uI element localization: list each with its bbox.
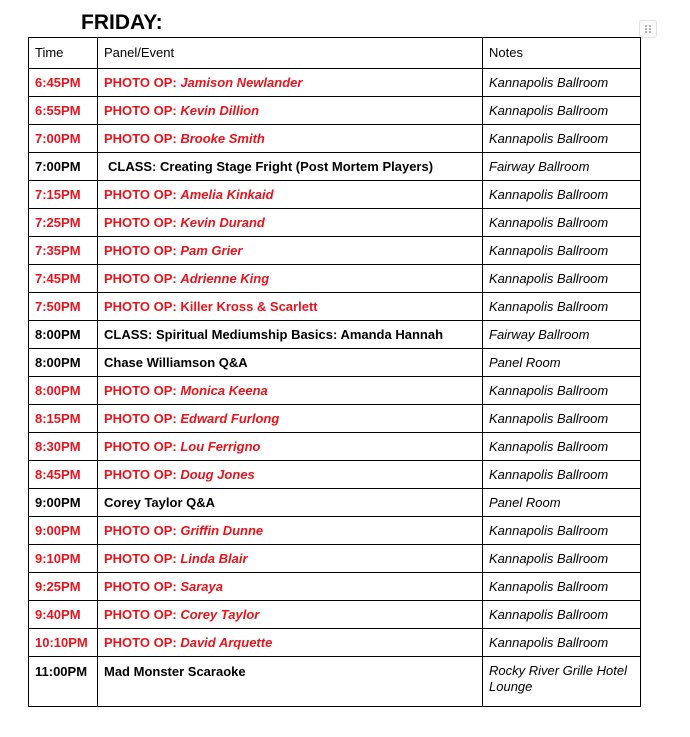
- time-cell: 8:00PM: [29, 377, 98, 405]
- time-cell: 8:00PM: [29, 349, 98, 377]
- table-row: [29, 489, 641, 517]
- guest-name: Monica Keena: [180, 382, 268, 398]
- time-cell: 6:55PM: [29, 97, 98, 125]
- table-row: [29, 69, 641, 97]
- table-row: [29, 517, 641, 545]
- event-cell: [98, 405, 483, 433]
- notes-cell: Kannapolis Ballroom: [483, 181, 641, 209]
- guest-name: Saraya: [180, 578, 223, 594]
- table-row: [29, 377, 641, 405]
- event-cell: [98, 545, 483, 573]
- event-type: PHOTO OP:: [104, 410, 181, 426]
- event-type: PHOTO OP:: [104, 634, 181, 650]
- event-cell: [98, 153, 483, 181]
- table-row: [29, 573, 641, 601]
- header-panel-event: Panel/Event: [98, 38, 483, 69]
- event-cell: [98, 601, 483, 629]
- event-type: PHOTO OP:: [104, 466, 181, 482]
- time-cell: 10:10PM: [29, 629, 98, 657]
- time-cell: 8:30PM: [29, 433, 98, 461]
- notes-cell: Fairway Ballroom: [483, 321, 641, 349]
- notes-cell: Kannapolis Ballroom: [483, 237, 641, 265]
- event-cell: [98, 573, 483, 601]
- time-cell: 9:25PM: [29, 573, 98, 601]
- table-row: [29, 629, 641, 657]
- event-type: PHOTO OP:: [104, 242, 181, 258]
- guest-name: Kevin Dillion: [180, 102, 260, 118]
- event-cell: [98, 433, 483, 461]
- table-row: [29, 601, 641, 629]
- event-type: PHOTO OP:: [104, 522, 181, 538]
- time-cell: 8:15PM: [29, 405, 98, 433]
- event-cell: [98, 265, 483, 293]
- notes-cell: Kannapolis Ballroom: [483, 461, 641, 489]
- event-type: PHOTO OP:: [104, 270, 181, 286]
- notes-cell: Kannapolis Ballroom: [483, 517, 641, 545]
- event-cell: [98, 489, 483, 517]
- event-cell: [98, 629, 483, 657]
- event-type: PHOTO OP:: [104, 606, 181, 622]
- event-cell: [98, 657, 483, 707]
- time-cell: 9:00PM: [29, 489, 98, 517]
- table-row: [29, 181, 641, 209]
- table-row: [29, 461, 641, 489]
- time-cell: 9:40PM: [29, 601, 98, 629]
- event-title: CLASS: Spiritual Mediumship Basics: Amanda Hannah: [104, 326, 444, 342]
- table-row: [29, 265, 641, 293]
- table-row: [29, 349, 641, 377]
- time-cell: 7:00PM: [29, 125, 98, 153]
- event-cell: [98, 377, 483, 405]
- notes-cell: Kannapolis Ballroom: [483, 545, 641, 573]
- notes-cell: Kannapolis Ballroom: [483, 377, 641, 405]
- event-cell: [98, 181, 483, 209]
- time-cell: 9:10PM: [29, 545, 98, 573]
- time-cell: 8:45PM: [29, 461, 98, 489]
- guest-name: Linda Blair: [180, 550, 248, 566]
- time-cell: 6:45PM: [29, 69, 98, 97]
- day-title: FRIDAY:: [81, 11, 163, 34]
- event-type: PHOTO OP:: [104, 438, 181, 454]
- guest-name: David Arquette: [180, 634, 273, 650]
- event-type: PHOTO OP: Killer Kross & Scarlett: [104, 298, 318, 314]
- event-cell: [98, 293, 483, 321]
- notes-cell: Panel Room: [483, 489, 641, 517]
- guest-name: Kevin Durand: [180, 214, 265, 230]
- guest-name: Corey Taylor: [180, 606, 260, 622]
- event-cell: [98, 517, 483, 545]
- table-row: [29, 125, 641, 153]
- table-row: [29, 657, 641, 707]
- guest-name: Edward Furlong: [180, 410, 280, 426]
- table-row: [29, 321, 641, 349]
- notes-cell: Kannapolis Ballroom: [483, 629, 641, 657]
- event-type: PHOTO OP:: [104, 382, 181, 398]
- time-cell: 11:00PM: [29, 657, 98, 707]
- guest-name: Adrienne King: [180, 270, 270, 286]
- time-cell: 7:25PM: [29, 209, 98, 237]
- event-type: PHOTO OP:: [104, 578, 181, 594]
- drag-handle-icon[interactable]: [639, 20, 657, 38]
- event-cell: [98, 461, 483, 489]
- event-type: PHOTO OP:: [104, 130, 181, 146]
- notes-cell: Rocky River Grille Hotel Lounge: [483, 657, 641, 707]
- notes-cell: Kannapolis Ballroom: [483, 293, 641, 321]
- time-cell: 7:00PM: [29, 153, 98, 181]
- time-cell: 7:45PM: [29, 265, 98, 293]
- table-row: [29, 293, 641, 321]
- notes-cell: Panel Room: [483, 349, 641, 377]
- event-type: PHOTO OP:: [104, 550, 181, 566]
- event-title: CLASS: Creating Stage Fright (Post Mortem Players): [108, 158, 434, 174]
- event-type: PHOTO OP:: [104, 74, 181, 90]
- notes-cell: Kannapolis Ballroom: [483, 405, 641, 433]
- table-row: [29, 405, 641, 433]
- event-type: PHOTO OP:: [104, 214, 181, 230]
- notes-cell: Kannapolis Ballroom: [483, 601, 641, 629]
- notes-cell: Kannapolis Ballroom: [483, 69, 641, 97]
- event-cell: [98, 125, 483, 153]
- event-cell: [98, 69, 483, 97]
- event-type: PHOTO OP:: [104, 186, 181, 202]
- table-row: [29, 545, 641, 573]
- time-cell: 9:00PM: [29, 517, 98, 545]
- event-cell: [98, 97, 483, 125]
- event-cell: [98, 349, 483, 377]
- notes-cell: Kannapolis Ballroom: [483, 125, 641, 153]
- notes-cell: Kannapolis Ballroom: [483, 433, 641, 461]
- guest-name: Lou Ferrigno: [180, 438, 261, 454]
- time-cell: 8:00PM: [29, 321, 98, 349]
- guest-name: Jamison Newlander: [180, 74, 303, 90]
- guest-name: Brooke Smith: [180, 130, 265, 146]
- header-time: Time: [29, 38, 98, 69]
- notes-cell: Kannapolis Ballroom: [483, 573, 641, 601]
- table-row: [29, 433, 641, 461]
- schedule-table: [28, 37, 641, 707]
- guest-name: Amelia Kinkaid: [180, 186, 274, 202]
- notes-cell: Kannapolis Ballroom: [483, 97, 641, 125]
- header-notes: Notes: [483, 38, 641, 69]
- table-row: [29, 209, 641, 237]
- event-title: Mad Monster Scaraoke: [104, 664, 246, 679]
- event-title: Chase Williamson Q&A: [104, 354, 248, 370]
- table-row: [29, 237, 641, 265]
- event-type: PHOTO OP:: [104, 102, 181, 118]
- event-cell: [98, 237, 483, 265]
- event-cell: [98, 321, 483, 349]
- event-title: Corey Taylor Q&A: [104, 494, 216, 510]
- notes-cell: Fairway Ballroom: [483, 153, 641, 181]
- table-row: [29, 97, 641, 125]
- time-cell: 7:50PM: [29, 293, 98, 321]
- table-header-row: [29, 38, 641, 69]
- table-row: [29, 153, 641, 181]
- time-cell: 7:15PM: [29, 181, 98, 209]
- event-cell: [98, 209, 483, 237]
- guest-name: Doug Jones: [180, 466, 255, 482]
- time-cell: 7:35PM: [29, 237, 98, 265]
- guest-name: Pam Grier: [180, 242, 243, 258]
- guest-name: Griffin Dunne: [180, 522, 264, 538]
- notes-cell: Kannapolis Ballroom: [483, 209, 641, 237]
- notes-cell: Kannapolis Ballroom: [483, 265, 641, 293]
